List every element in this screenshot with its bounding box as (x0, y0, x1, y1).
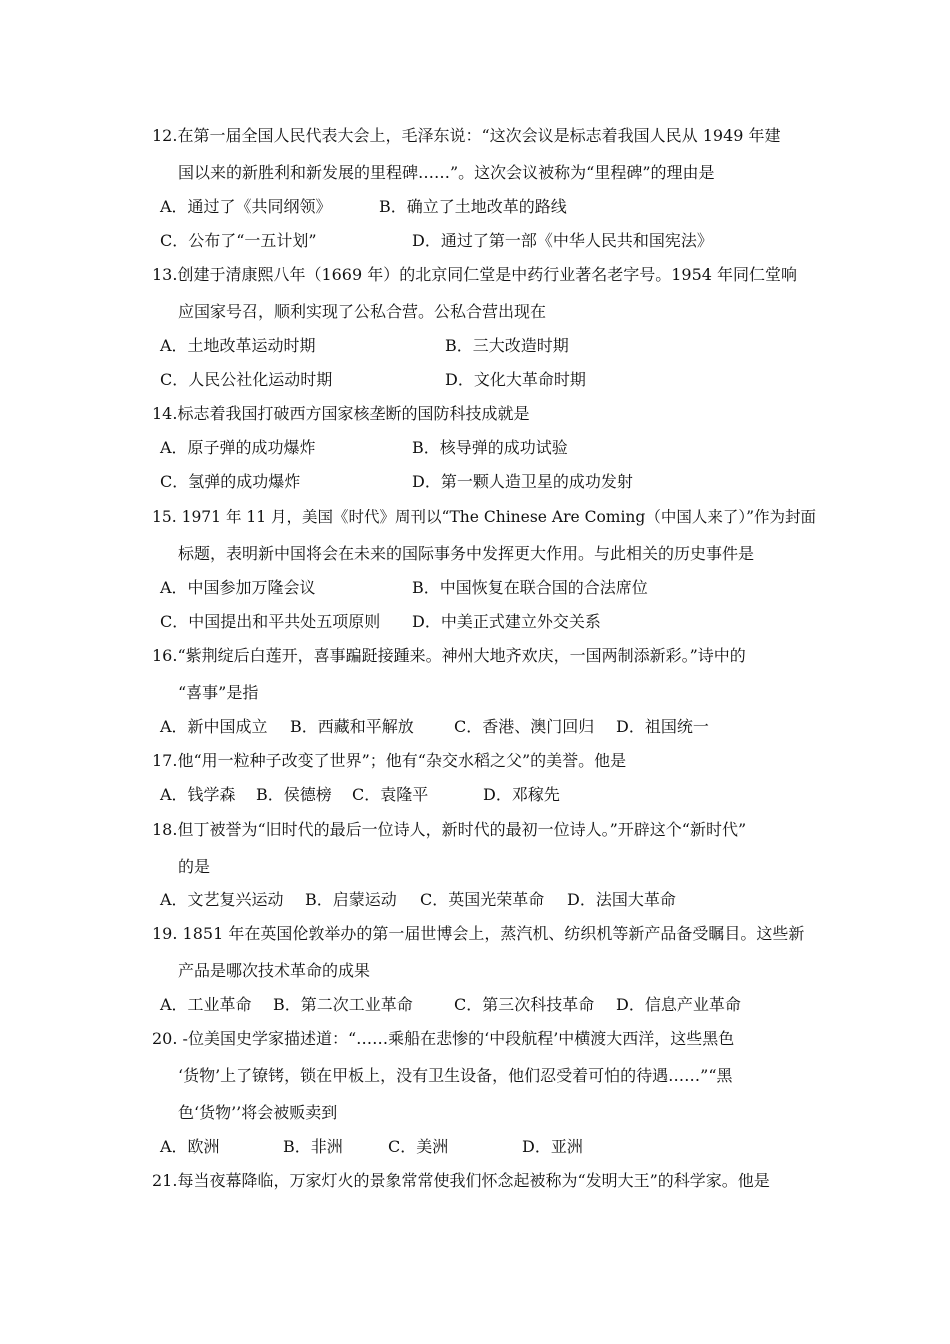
question-19-option-b: B．第二次工业革命 (273, 995, 413, 1014)
question-12-option-c: C．公布了“一五计划” (160, 231, 317, 250)
question-13-option-a: A．土地改革运动时期 (160, 336, 316, 355)
question-18-option-d: D．法国大革命 (567, 890, 676, 909)
question-15-option-a: A．中国参加万隆会议 (160, 578, 316, 597)
question-19-option-a: A．工业革命 (160, 995, 252, 1014)
question-12-line-1: 12.在第一届全国人民代表大会上，毛泽东说：“这次会议是标志着我国人民从 1949 年建 (152, 126, 781, 145)
question-18-option-b: B．启蒙运动 (305, 890, 397, 909)
question-20-option-b: B．非洲 (283, 1137, 343, 1156)
question-15-option-c: C．中国提出和平共处五项原则 (160, 612, 381, 631)
question-17-option-c: C．袁隆平 (352, 785, 429, 804)
question-18-line-2: 的是 (178, 857, 211, 876)
question-15-option-d: D．中美正式建立外交关系 (412, 612, 601, 631)
question-18-line-1: 18.但丁被誉为“旧时代的最后一位诗人，新时代的最初一位诗人。”开辟这个“新时代” (152, 820, 747, 839)
question-17-option-d: D．邓稼先 (483, 785, 560, 804)
question-18-option-a: A．文艺复兴运动 (160, 890, 284, 909)
question-14-option-d: D．第一颗人造卫星的成功发射 (412, 472, 633, 491)
question-18-option-c: C．英国光荣革命 (420, 890, 545, 909)
question-12-line-2: 国以来的新胜利和新发展的里程碑……”。这次会议被称为“里程碑”的理由是 (178, 163, 715, 182)
question-15-line-1: 15. 1971 年 11 月，美国《时代》周刊以“The Chinese Are Coming（中国人来了）”作为封面 (152, 508, 817, 526)
question-14-option-a: A．原子弹的成功爆炸 (160, 438, 316, 457)
question-20-line-1: 20. -位美国史学家描述道：“……乘船在悲惨的‘中段航程’中横渡大西洋，这些黑色 (152, 1029, 735, 1048)
question-20-line-2: ‘货物’上了镣铐，锁在甲板上，没有卫生设备，他们忍受着可怕的待遇……”“黑 (178, 1066, 733, 1085)
question-15-line-2: 标题，表明新中国将会在未来的国际事务中发挥更大作用。与此相关的历史事件是 (178, 544, 755, 563)
question-19-line-2: 产品是哪次技术革命的成果 (178, 961, 371, 980)
question-13-option-b: B．三大改造时期 (445, 336, 569, 355)
question-20-option-d: D．亚洲 (522, 1137, 583, 1156)
question-13-option-d: D．文化大革命时期 (445, 370, 586, 389)
question-16-line-2: “喜事”是指 (178, 683, 259, 702)
question-17-option-a: A．钱学森 (160, 785, 236, 804)
question-17-line-1: 17.他“用一粒种子改变了世界”；他有“杂交水稻之父”的美誉。他是 (152, 751, 627, 770)
question-16-line-1: 16.“紫荆绽后白莲开，喜事蹁跹接踵来。神州大地齐欢庆，一国两制添新彩。”诗中的 (152, 646, 746, 665)
question-19-option-c: C．第三次科技革命 (454, 995, 595, 1014)
question-13-option-c: C．人民公社化运动时期 (160, 370, 333, 389)
question-13-line-1: 13.创建于清康熙八年（1669 年）的北京同仁堂是中药行业著名老字号。1954 年同仁堂响 (152, 265, 798, 284)
question-12-option-a: A．通过了《共同纲领》 (160, 197, 332, 216)
question-16-option-c: C．香港、澳门回归 (454, 717, 595, 736)
question-13-line-2: 应国家号召，顺利实现了公私合营。公私合营出现在 (178, 302, 547, 321)
question-12-option-b: B．确立了土地改革的路线 (379, 197, 567, 216)
question-12-option-d: D．通过了第一部《中华人民共和国宪法》 (412, 231, 713, 250)
question-17-option-b: B．侯德榜 (256, 785, 332, 804)
question-20-line-3: 色‘货物’’将会被贩卖到 (178, 1103, 338, 1122)
question-16-option-b: B．西藏和平解放 (290, 717, 414, 736)
question-19-line-1: 19. 1851 年在英国伦敦举办的第一届世博会上，蒸汽机、纺织机等新产品备受瞩目。这些新 (152, 924, 805, 943)
question-19-option-d: D．信息产业革命 (616, 995, 741, 1014)
question-20-option-a: A．欧洲 (160, 1137, 220, 1156)
question-14-option-b: B．核导弹的成功试验 (412, 438, 568, 457)
question-14-option-c: C．氢弹的成功爆炸 (160, 472, 301, 491)
question-21-line-1: 21.每当夜幕降临，万家灯火的景象常常使我们怀念起被称为“发明大王”的科学家。他是 (152, 1171, 770, 1190)
question-14-line-1: 14.标志着我国打破西方国家核垄断的国防科技成就是 (152, 404, 530, 423)
question-16-option-d: D．祖国统一 (616, 717, 709, 736)
question-16-option-a: A．新中国成立 (160, 717, 268, 736)
question-20-option-c: C．美洲 (388, 1137, 449, 1156)
question-15-option-b: B．中国恢复在联合国的合法席位 (412, 578, 648, 597)
